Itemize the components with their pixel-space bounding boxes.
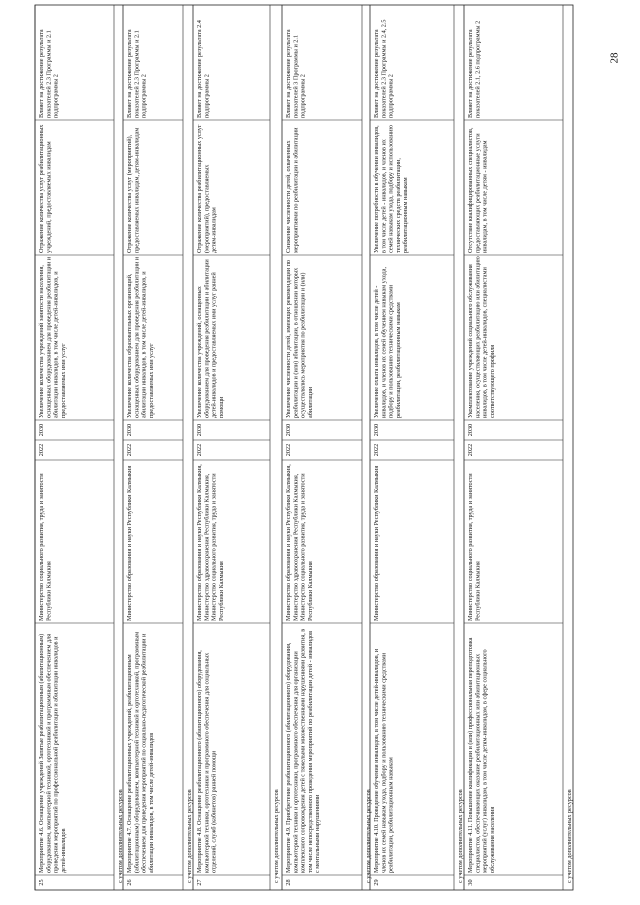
row-28-risk: Снижение численности детей, охваченныхмероприятиями по реабилитации и абилитации <box>285 127 300 253</box>
row-29-footer: с учетом дополнительных ресурсов <box>457 789 465 883</box>
row-26-footer: с учетом дополнительных ресурсов <box>186 789 194 883</box>
row-30-link: Влияет на достижение результатапоказателей 2.1, 2.6 подпрограммы 2 <box>467 20 482 118</box>
row-27-start: 2022 <box>196 443 204 457</box>
row-29-measure: Мероприятие 4.10. Проведение обучения инвалидов, в том числе детей-инвалидов, ичленов их семей навыкам ухода, подбору и пользованию техническими средствамиреабилитации, реабилитационным навыкам <box>373 648 395 873</box>
row-29-link: Влияет на достижение результатапоказателей 2.3 Программы и 2.4, 2.5подпрограммы 2 <box>373 19 395 118</box>
row-26-measure: Мероприятие 4.7. Оснащение реабилитационных учреждений, реабилитационным(абилитационным) оборудованием, компьютерной техникой и ортотехникой, программнымобеспечением для проведения мероприятий по социально-педагогической реабилитации иабилитации инвалидов, в том числе детей-инвалидов <box>126 631 155 873</box>
row-28-end: 2030 <box>285 423 293 437</box>
row-29-end: 2030 <box>373 423 381 437</box>
row-30-num: 30 <box>467 879 475 886</box>
row-27-risk: Отражение количества реабилитационных услуг(мероприятий), предоставляемыхдетям-инвалидам <box>196 124 218 253</box>
row-30-start: 2022 <box>467 443 475 457</box>
row-28-executor: Министерство образования и науки Республики Калмыкия,Министерство здравоохранения Республики Калмыкия,Министерство социального развития, труда и занятостиРеспублики Калмыкия <box>285 464 314 621</box>
row-28-result: Увеличение численности детей, имеющих рекомендации пореабилитации и (или) абилитации, в отношении которыхосуществлялись мероприятия по реабилитации и (или)абилитации <box>285 260 314 418</box>
row-29-num: 29 <box>373 879 381 886</box>
row-29-risk: Увеличение потребности в обучении инвалидов,в том числе детей - инвалидов, и членов ихсемей навыкам ухода, подбору и использованиютехнических средств реабилитации,реабилитационным навыкам <box>373 125 409 253</box>
row-30-measure: Мероприятие 4.11. Повышение квалификации и (или) профессиональная переподготовкаспециалистов, обеспечивающих оказание реабилитационных или абилитационныхмероприятий (услуг) инвалидам, в том числе детям-инвалидам, в сфере социальногообслуживания населения <box>467 637 496 873</box>
row-25-result: Увеличение количества учреждений занятости населения,оснащенных оборудованием для проведения реабилитации иабилитации инвалидов, в том числе детей-инвалидов, ипредоставляемых ими услуг <box>38 256 67 418</box>
row-27-num: 27 <box>196 879 204 886</box>
row-26-num: 26 <box>126 879 134 886</box>
row-28-link: Влияет на достижение результатапоказателей 3 Программы и 2.1подпрограммы 2 <box>285 29 307 118</box>
row-28-measure: Мероприятие 4.9. Приобретение реабилитационного (абилитационного) оборудования,компьютерной техники и ортотехники, программного обеспечения для организациикомплексного сопровождения детей с тяжелыми множественными нарушениями развития, втом числе непосредственного проведения мероприятий по реабилитации детей - инвалидовс ментальными нарушениями <box>285 628 321 873</box>
row-26-result: Увеличение количества образовательных организаций,оснащенных оборудованием для проведения реабилитации иабилитации инвалидов, в том числе детей-инвалидов, ипредоставляемых ими услуг <box>126 256 155 418</box>
row-26-link: Влияет на достижение результатапоказателей 2.3 Программы и 2.1подпрограммы 2 <box>126 29 148 118</box>
row-27-result: Увеличение количества учреждений, оснащенныхоборудованием для проведения реабилитации и абилитациидетей-инвалидов и предоставляемых ими услуг раннейпомощи <box>196 259 225 418</box>
row-27-measure: Мероприятие 4.8. Оснащение реабилитационного (абилитационного) оборудования,компьютерной техники, ортотехники и программного обеспечения для социальныхотделений, служб (кабинетов) ранней помощи <box>196 650 218 873</box>
row-25-measure: Мероприятие 4.6. Оснащение учреждений Запятые реабилитационным (абилитационным)оборудованием, компьютерной техникой, ортотехникой и программным обеспечением дляпроведения мероприятий по профессиональной реабилитации и абилитации инвалидов идетей-инвалидов <box>38 633 67 873</box>
row-27-footer: с учетом дополнительных ресурсов <box>273 789 281 883</box>
row-28-num: 28 <box>285 879 293 886</box>
row-30-end: 2030 <box>467 423 475 437</box>
row-25-executor: Министерство социального развития, труда и занятостиРеспублики Калмыкия <box>38 473 53 621</box>
row-25-num: 25 <box>38 879 46 886</box>
row-25-start: 2022 <box>38 443 46 457</box>
row-26-start: 2022 <box>126 443 134 457</box>
row-28-start: 2022 <box>285 443 293 457</box>
row-25-link: Влияет на достижение результатапоказателей 2.3 Программы и 2.1подпрограммы 2 <box>38 29 60 118</box>
row-28-footer: с учетом дополнительных ресурсов <box>365 789 373 883</box>
row-26-risk: Отражение количества услуг (мероприятий),предоставляемых инвалидам, детям-инвалидам <box>126 127 141 253</box>
row-25-footer: с учетом дополнительных ресурсов <box>117 789 125 883</box>
row-27-end: 2030 <box>196 423 204 437</box>
row-29-executor: Министерство образования и науки Республики Калмыкия <box>373 465 381 621</box>
page-number: 28 <box>608 52 621 64</box>
row-30-result: Укомплектование учреждений социального обслуживаниянаселения, осуществляющих реабилитацию или абилитациюинвалидов, в том числе детей-инвалидов, специалистамисоответствующего профиля <box>467 256 496 418</box>
row-30-executor: Министерство социального развития, труда и занятостиРеспублики Калмыкия <box>467 473 482 621</box>
row-30-risk: Отсутствие квалифицированных специалистов,предоставляющих реабилитационные услугиинвалидам, в том числе детям - инвалидам <box>467 127 489 253</box>
row-29-start: 2022 <box>373 443 381 457</box>
row-25-end: 2030 <box>38 423 46 437</box>
row-26-end: 2030 <box>126 423 134 437</box>
row-25-risk: Отражение количества услуг реабилитационныхучреждений, предоставляемых инвалидам <box>38 124 53 253</box>
row-27-link: Влияет на достижение результата 2.4подпрограммы 2 <box>196 20 211 118</box>
row-29-result: Увеличение охвата инвалидов, в том числе детей -инвалидов, и членов их семей обучением навыкам ухода,подбору и пользованию техническими средствамиреабилитации, реабилитационным навыкам <box>373 267 402 418</box>
row-27-executor: Министерство образования и науки Республики Калмыкия,Министерство здравоохранения Республики Калмыкия,Министерство социального развития, труда и занятостиРеспублики Калмыкия <box>196 464 225 621</box>
row-30-footer: с учетом дополнительных ресурсов <box>566 789 574 883</box>
row-26-executor: Министерство образования и науки Республики Калмыкия <box>126 465 134 621</box>
